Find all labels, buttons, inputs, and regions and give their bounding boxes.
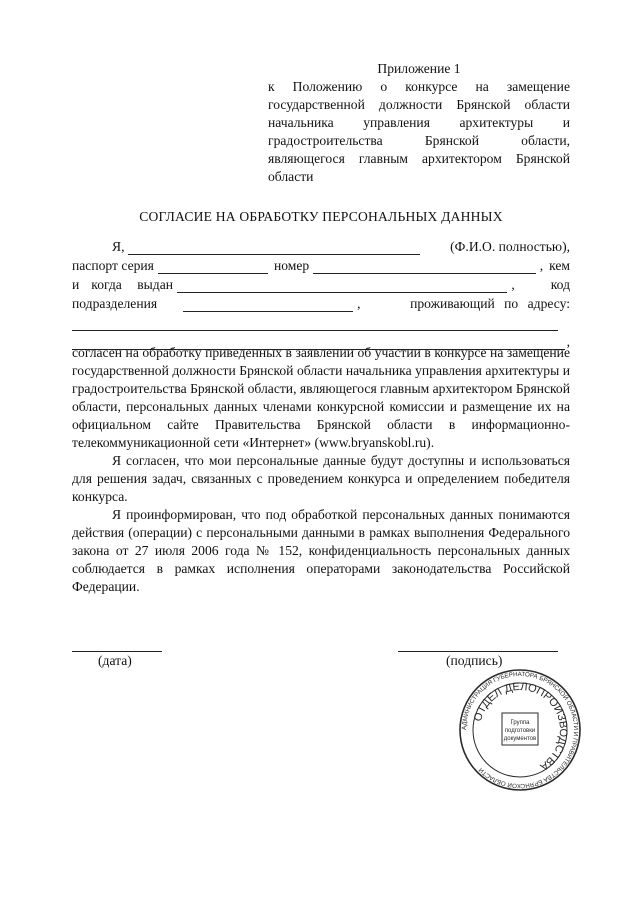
passport-series-label: паспорт серия: [72, 258, 154, 273]
appendix-number: Приложение 1: [377, 61, 461, 76]
consent-paragraph-2: Я согласен, что мои персональные данные будут доступны и использоваться для решения задач, связанных с проведением конкурса и определением победителя конкурса.: [72, 453, 570, 504]
stamp-outer-text: АДМИНИСТРАЦИЯ ГУБЕРНАТОРА БРЯНСКОЙ ОБЛАСТИ И ПРАВИТЕЛЬСТВА БРЯНСКОЙ ОБЛАСТИ: [460, 670, 580, 790]
residing-label: проживающий по адресу:: [410, 296, 570, 311]
document-title: СОГЛАСИЕ НА ОБРАБОТКУ ПЕРСОНАЛЬНЫХ ДАННЫХ: [139, 209, 503, 224]
stamp-arc-text: ОТДЕЛ ДЕЛОПРОИЗВОДСТВА: [471, 680, 570, 773]
date-label: (дата): [98, 653, 132, 668]
consent-body: [72, 344, 570, 596]
form-row-subdivision: [72, 293, 570, 312]
consent-paragraph-3: Я проинформирован, что под обработкой персональных данных понимаются действия (операции) с персональными данными в рамках выполнения Федерального закона от 27 июля 2006 года № 152, конфиденциальность персональных данных соблюдается в рамках исполнения операторами законодательства Российской Федерации.: [72, 507, 570, 594]
fio-note: (Ф.И.О. полностью),: [450, 239, 570, 254]
and-label: и: [72, 277, 80, 292]
when-issued-label: когда выдан: [91, 277, 174, 292]
stamp-center-line-1: Группа: [510, 720, 530, 726]
when-label: кем: [549, 258, 570, 273]
number-label: номер: [273, 258, 310, 273]
signature-line[interactable]: [398, 651, 558, 652]
appendix-text: к Положению о конкурсе на замещение государственной должности Брянской области начальника управления архитектуры и градостроительства Брянской области, являющегося главным архитектором Брянской области: [268, 79, 570, 184]
code-label: код: [550, 277, 570, 292]
form-row-passport: [72, 255, 570, 274]
passport-number-field[interactable]: [313, 261, 536, 274]
date-line[interactable]: [72, 651, 162, 652]
i-label: Я,: [112, 239, 125, 254]
passport-series-field[interactable]: [158, 261, 268, 274]
issued-comma: ,: [511, 277, 515, 292]
number-comma: ,: [539, 258, 544, 273]
signature-label: (подпись): [446, 653, 503, 668]
issued-by-field[interactable]: [177, 280, 507, 293]
form-row-issued: [72, 274, 570, 293]
address-field-1[interactable]: [72, 318, 558, 331]
stamp-center-line-3: документов: [503, 736, 537, 742]
form-row-fio: [72, 236, 570, 255]
address-comma: ,: [566, 334, 570, 349]
subdivision-code-field[interactable]: [183, 299, 353, 312]
subdivision-comma: ,: [357, 296, 361, 311]
subdivision-label: подразделения: [72, 296, 158, 311]
official-stamp: [458, 668, 582, 792]
fio-field[interactable]: [128, 242, 420, 255]
form-row-address-1: [72, 312, 570, 331]
consent-paragraph-1: согласен на обработку приведенных в заявлении об участии в конкурсе на замещение государственной должности Брянской области начальника управления архитектуры и градостроительства Брянской области, являющегося главным архитектором Брянской области, персональных данных членами конкурсной комиссии и размещение их на официальном сайте Правительства Брянской области в информационно-телекоммуникационной сети «Интернет» (www.bryanskobl.ru).: [72, 345, 570, 450]
appendix-header: [268, 60, 570, 186]
personal-data-form: [72, 236, 570, 350]
stamp-center-line-2: подготовки: [504, 728, 536, 734]
